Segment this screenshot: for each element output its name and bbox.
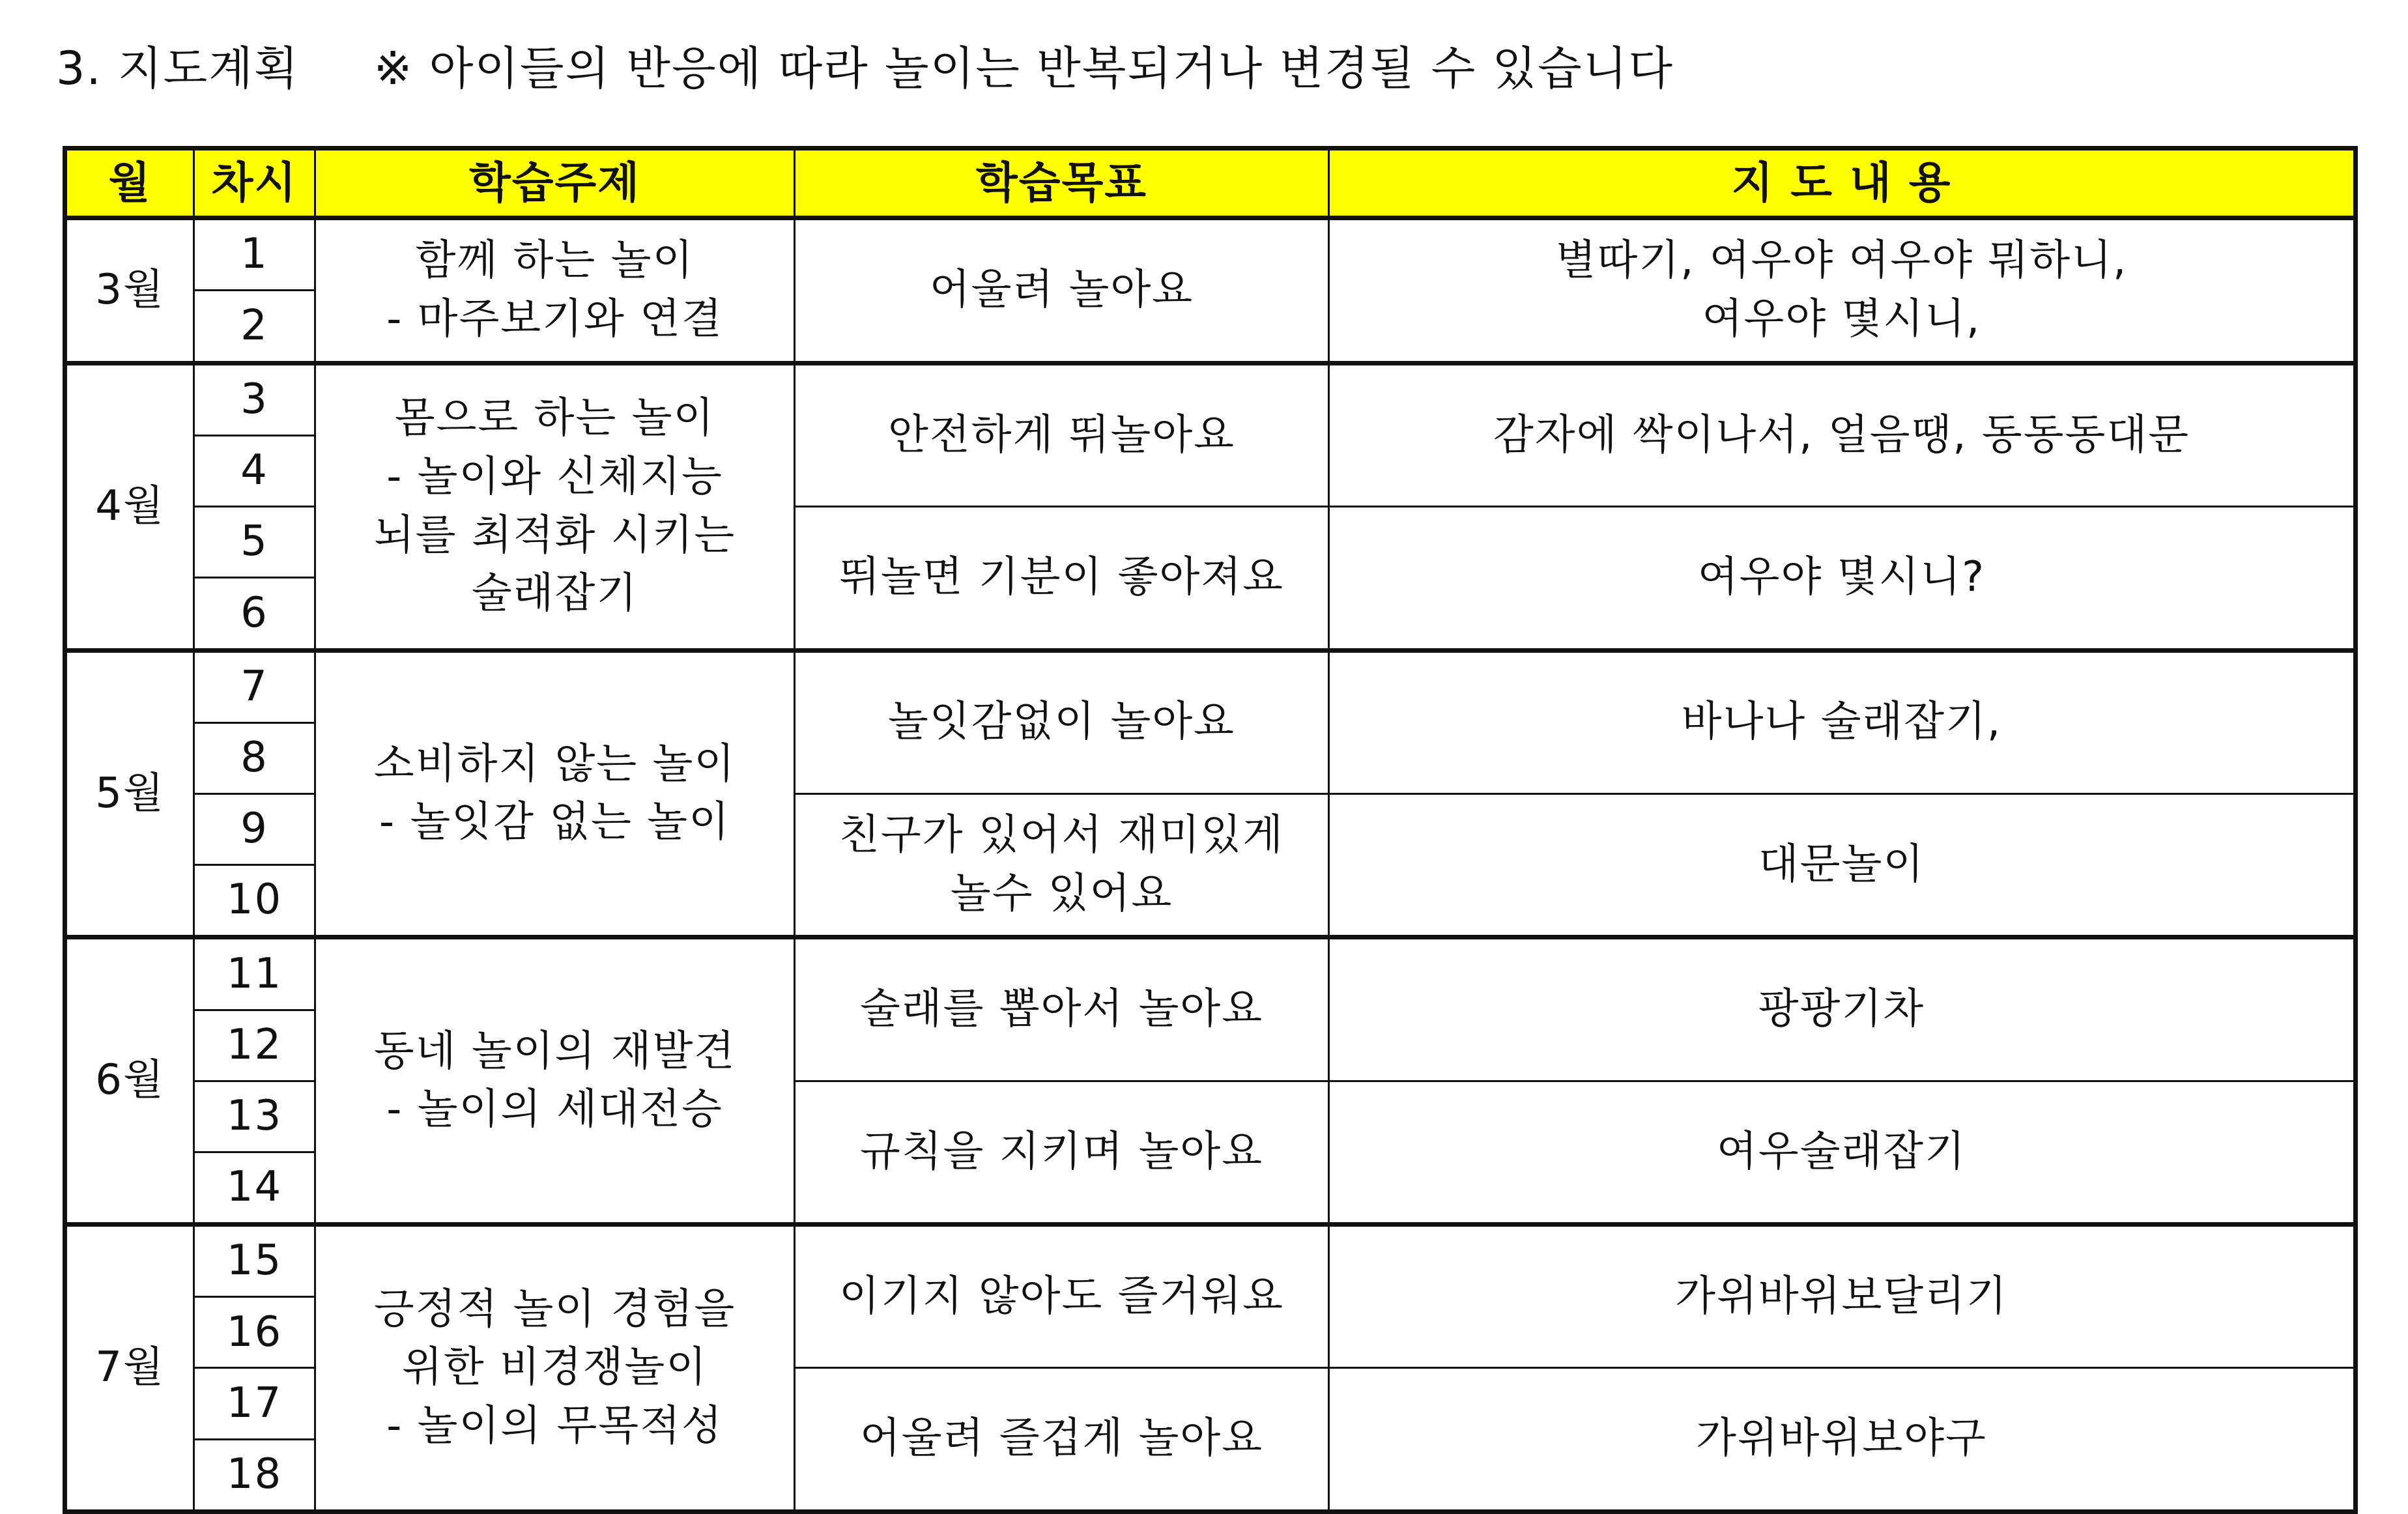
month-cell: 7월 (65, 1225, 194, 1512)
topic-line: - 놀이의 세대전승 (386, 1085, 723, 1134)
content-cell (1329, 218, 2356, 364)
table-row (65, 1225, 2356, 1297)
section-heading (56, 42, 1674, 95)
topic-cell (315, 1225, 795, 1512)
topic-cell (315, 937, 795, 1225)
goal-line: 이기지 않아도 즐거워요 (839, 1272, 1284, 1321)
header-session: 차시 (194, 149, 315, 218)
topic-line: 위한 비경쟁놀이 (401, 1343, 708, 1392)
session-number: 3 (194, 363, 315, 435)
content-line: 여우야 몇시니? (1697, 553, 1986, 602)
month-cell: 6월 (65, 937, 194, 1225)
session-number: 14 (194, 1152, 315, 1224)
content-line: 바나나 술래잡기, (1681, 698, 2002, 747)
header-content: 지 도 내 용 (1329, 149, 2356, 218)
goal-cell (795, 1225, 1329, 1368)
month-cell: 4월 (65, 363, 194, 650)
topic-line: 동네 놀이의 재발견 (373, 1027, 736, 1076)
topic-line: 함께 하는 놀이 (415, 236, 695, 285)
table-body (65, 218, 2356, 1512)
session-number: 9 (194, 793, 315, 864)
month-cell: 3월 (65, 218, 194, 364)
table-row (65, 650, 2356, 722)
goal-line: 규칙을 지키며 놀아요 (859, 1127, 1264, 1176)
session-number: 13 (194, 1081, 315, 1152)
content-line: 감자에 싹이나서, 얼음땡, 동동동대문 (1493, 410, 2190, 459)
goal-line: 놀수 있어요 (950, 869, 1173, 918)
goal-cell (795, 650, 1329, 793)
session-number: 15 (194, 1225, 315, 1297)
topic-line: - 마주보기와 연결 (386, 294, 723, 343)
topic-line: 소비하지 않는 놀이 (373, 739, 736, 788)
goal-cell (795, 507, 1329, 650)
session-number: 1 (194, 218, 315, 291)
table-row (65, 937, 2356, 1010)
session-number: 7 (194, 650, 315, 722)
topic-line: - 놀이와 신체지능 (386, 453, 723, 502)
goal-line: 어울려 놀아요 (929, 266, 1194, 315)
goal-cell (795, 1081, 1329, 1224)
header-row (65, 149, 2356, 218)
content-line: 가위바위보야구 (1696, 1414, 1987, 1463)
goal-cell (795, 363, 1329, 506)
topic-line: 뇌를 최적화 시키는 (373, 511, 736, 560)
content-cell (1329, 507, 2356, 650)
goal-cell (795, 937, 1329, 1081)
header-goal: 학습목표 (795, 149, 1329, 218)
goal-cell (795, 793, 1329, 937)
content-cell (1329, 1081, 2356, 1224)
section-note: ※ 아이들의 반응에 따라 놀이는 반복되거나 변경될 수 있습니다 (373, 42, 1674, 95)
content-line: 여우야 몇시니, (1702, 294, 1981, 343)
table-row (65, 218, 2356, 291)
content-cell (1329, 793, 2356, 937)
lesson-plan-table (63, 146, 2358, 1514)
content-cell (1329, 363, 2356, 506)
content-line: 팡팡기차 (1758, 985, 1925, 1034)
header-month: 월 (65, 149, 194, 218)
goal-cell (795, 1368, 1329, 1512)
section-title: 3. 지도계획 (56, 42, 300, 95)
goal-line: 친구가 있어서 재미있게 (839, 811, 1284, 860)
session-number: 6 (194, 578, 315, 650)
content-cell (1329, 1368, 2356, 1512)
session-number: 8 (194, 722, 315, 793)
table-header (65, 149, 2356, 218)
content-cell (1329, 937, 2356, 1081)
goal-line: 놀잇감없이 놀아요 (888, 698, 1235, 747)
topic-line: 술래잡기 (471, 569, 638, 618)
table-row (65, 363, 2356, 435)
goal-line: 뛰놀면 기분이 좋아져요 (839, 553, 1284, 602)
topic-cell (315, 218, 795, 364)
session-number: 5 (194, 507, 315, 578)
content-cell (1329, 1225, 2356, 1368)
goal-line: 술래를 뽑아서 놀아요 (859, 985, 1264, 1034)
content-line: 대문놀이 (1758, 840, 1925, 889)
session-number: 12 (194, 1010, 315, 1081)
topic-line: 긍정적 놀이 경험을 (373, 1285, 736, 1334)
topic-line: - 놀잇감 없는 놀이 (379, 798, 730, 847)
header-topic: 학습주제 (315, 149, 795, 218)
session-number: 10 (194, 864, 315, 937)
session-number: 17 (194, 1368, 315, 1439)
session-number: 4 (194, 436, 315, 507)
topic-line: 몸으로 하는 놀이 (394, 394, 715, 443)
content-line: 가위바위보달리기 (1675, 1272, 2008, 1321)
topic-cell (315, 363, 795, 650)
goal-cell (795, 218, 1329, 364)
session-number: 16 (194, 1297, 315, 1368)
topic-line: - 놀이의 무목적성 (386, 1401, 723, 1450)
topic-cell (315, 650, 795, 937)
month-cell: 5월 (65, 650, 194, 937)
session-number: 2 (194, 291, 315, 363)
session-number: 18 (194, 1439, 315, 1512)
content-line: 별따기, 여우야 여우야 뭐하니, (1555, 236, 2128, 285)
goal-line: 안전하게 뛰놀아요 (888, 410, 1235, 459)
content-line: 여우술래잡기 (1717, 1127, 1966, 1176)
content-cell (1329, 650, 2356, 793)
goal-line: 어울려 즐겁게 놀아요 (859, 1414, 1264, 1463)
session-number: 11 (194, 937, 315, 1010)
